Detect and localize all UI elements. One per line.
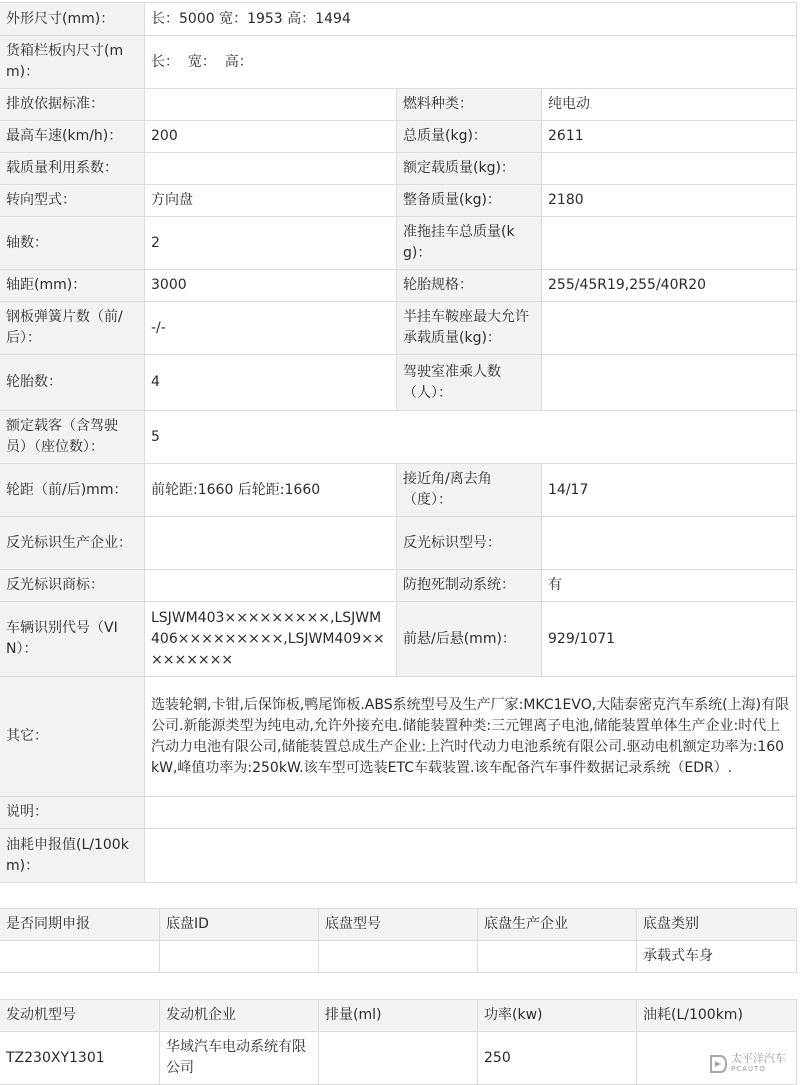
watermark-text: 太平洋汽车 [731, 1052, 786, 1065]
engine-header-displacement: 排量(ml) [319, 1000, 478, 1032]
tires-label: 轮胎数： [0, 355, 145, 411]
overhang-value: 929/1071 [542, 602, 797, 677]
other-value: 选装轮辋,卡钳,后保饰板,鸭尾饰板.ABS系统型号及生产厂家:MKC1EVO,大陆泰密克汽车系统(上海)有限公司.新能源类型为纯电动,允许外接充电.储能装置种类:三元锂离子电池,储能装置单体生产企业:时代上汽动力电池有限公司,储能装置总成生产企业:上汽时代动力电池系统有限公司.驱动电机额定功率为:160kW,峰值功率为:250kW.该车型可选装ETC车载装置.该车配备汽车事件数据记录系统（EDR）. [145, 677, 797, 797]
steering-value: 方向盘 [145, 185, 397, 217]
steering-label: 转向型式： [0, 185, 145, 217]
chassis-header-id: 底盘ID [160, 909, 319, 941]
angle-value: 14/17 [542, 464, 797, 517]
other-label: 其它： [0, 677, 145, 797]
fuel-label: 燃料种类： [397, 89, 542, 121]
engine-header-model: 发动机型号 [0, 1000, 160, 1032]
load-coef-value [145, 153, 397, 185]
fuel-declared-label: 油耗申报值(L/100km)： [0, 829, 145, 883]
reflect-model-value [542, 517, 797, 570]
load-coef-label: 载质量利用系数： [0, 153, 145, 185]
engine-header-maker: 发动机企业 [160, 1000, 319, 1032]
total-mass-label: 总质量(kg)： [397, 121, 542, 153]
tire-spec-label: 轮胎规格： [397, 270, 542, 302]
chassis-header-type: 底盘类别 [637, 909, 797, 941]
emission-label: 排放依据标准： [0, 89, 145, 121]
angle-label: 接近角/离去角（度）： [397, 464, 542, 517]
engine-header-consumption: 油耗(L/100km) [637, 1000, 797, 1032]
fuel-declared-value [145, 829, 797, 883]
track-label: 轮距（前/后)mm： [0, 464, 145, 517]
speed-value: 200 [145, 121, 397, 153]
cargo-value: 长： 宽： 高： [145, 36, 797, 89]
note-label: 说明： [0, 797, 145, 829]
abs-label: 防抱死制动系统： [397, 570, 542, 602]
reflect-maker-value [145, 517, 397, 570]
chassis-header-sync: 是否同期申报 [0, 909, 160, 941]
passengers-label: 额定载客（含驾驶员）（座位数）： [0, 411, 145, 464]
engine-header-power: 功率(kw) [478, 1000, 637, 1032]
reflect-brand-label: 反光标识商标： [0, 570, 145, 602]
track-value: 前轮距:1660 后轮距:1660 [145, 464, 397, 517]
passengers-value: 5 [145, 411, 797, 464]
tire-spec-value: 255/45R19,255/40R20 [542, 270, 797, 302]
note-value [145, 797, 797, 829]
axles-value: 2 [145, 217, 397, 270]
engine-cell-displacement [319, 1032, 478, 1085]
wheelbase-label: 轴距(mm)： [0, 270, 145, 302]
chassis-cell-id [160, 941, 319, 973]
rated-load-value [542, 153, 797, 185]
engine-cell-maker: 华域汽车电动系统有限公司 [160, 1032, 319, 1085]
spring-label: 钢板弹簧片数（前/后）： [0, 302, 145, 355]
saddle-label: 半挂车鞍座最大允许承载质量(kg)： [397, 302, 542, 355]
reflect-model-label: 反光标识型号： [397, 517, 542, 570]
chassis-header-maker: 底盘生产企业 [478, 909, 637, 941]
spring-value: -/- [145, 302, 397, 355]
vin-label: 车辆识别代号（VIN）： [0, 602, 145, 677]
rated-load-label: 额定载质量(kg)： [397, 153, 542, 185]
reflect-brand-value [145, 570, 397, 602]
saddle-value [542, 302, 797, 355]
curb-mass-value: 2180 [542, 185, 797, 217]
trailer-mass-value [542, 217, 797, 270]
tires-value: 4 [145, 355, 397, 411]
emission-value [145, 89, 397, 121]
cargo-label: 货箱栏板内尺寸(mm)： [0, 36, 145, 89]
vin-value: LSJWM403×××××××××,LSJWM406×××××××××,LSJWM409××××××××× [145, 602, 397, 677]
chassis-cell-type: 承载式车身 [637, 941, 797, 973]
watermark [708, 1051, 796, 1077]
watermark-subtext: PCAUTO [731, 1065, 766, 1073]
wheelbase-value: 3000 [145, 270, 397, 302]
abs-value: 有 [542, 570, 797, 602]
chassis-cell-sync [0, 941, 160, 973]
cab-seats-label: 驾驶室准乘人数（人）： [397, 355, 542, 411]
engine-cell-model: TZ230XY1301 [0, 1032, 160, 1085]
fuel-value: 纯电动 [542, 89, 797, 121]
axles-label: 轴数： [0, 217, 145, 270]
engine-cell-power: 250 [478, 1032, 637, 1085]
trailer-mass-label: 准拖挂车总质量(kg)： [397, 217, 542, 270]
chassis-cell-maker [478, 941, 637, 973]
cab-seats-value [542, 355, 797, 411]
reflect-maker-label: 反光标识生产企业： [0, 517, 145, 570]
chassis-cell-model [319, 941, 478, 973]
speed-label: 最高车速(km/h)： [0, 121, 145, 153]
curb-mass-label: 整备质量(kg)： [397, 185, 542, 217]
chassis-header-model: 底盘型号 [319, 909, 478, 941]
dims-label: 外形尺寸(mm)： [0, 3, 145, 36]
pcauto-logo-icon [708, 1054, 728, 1074]
dims-value: 长：5000 宽：1953 高：1494 [145, 3, 797, 36]
total-mass-value: 2611 [542, 121, 797, 153]
overhang-label: 前悬/后悬(mm)： [397, 602, 542, 677]
